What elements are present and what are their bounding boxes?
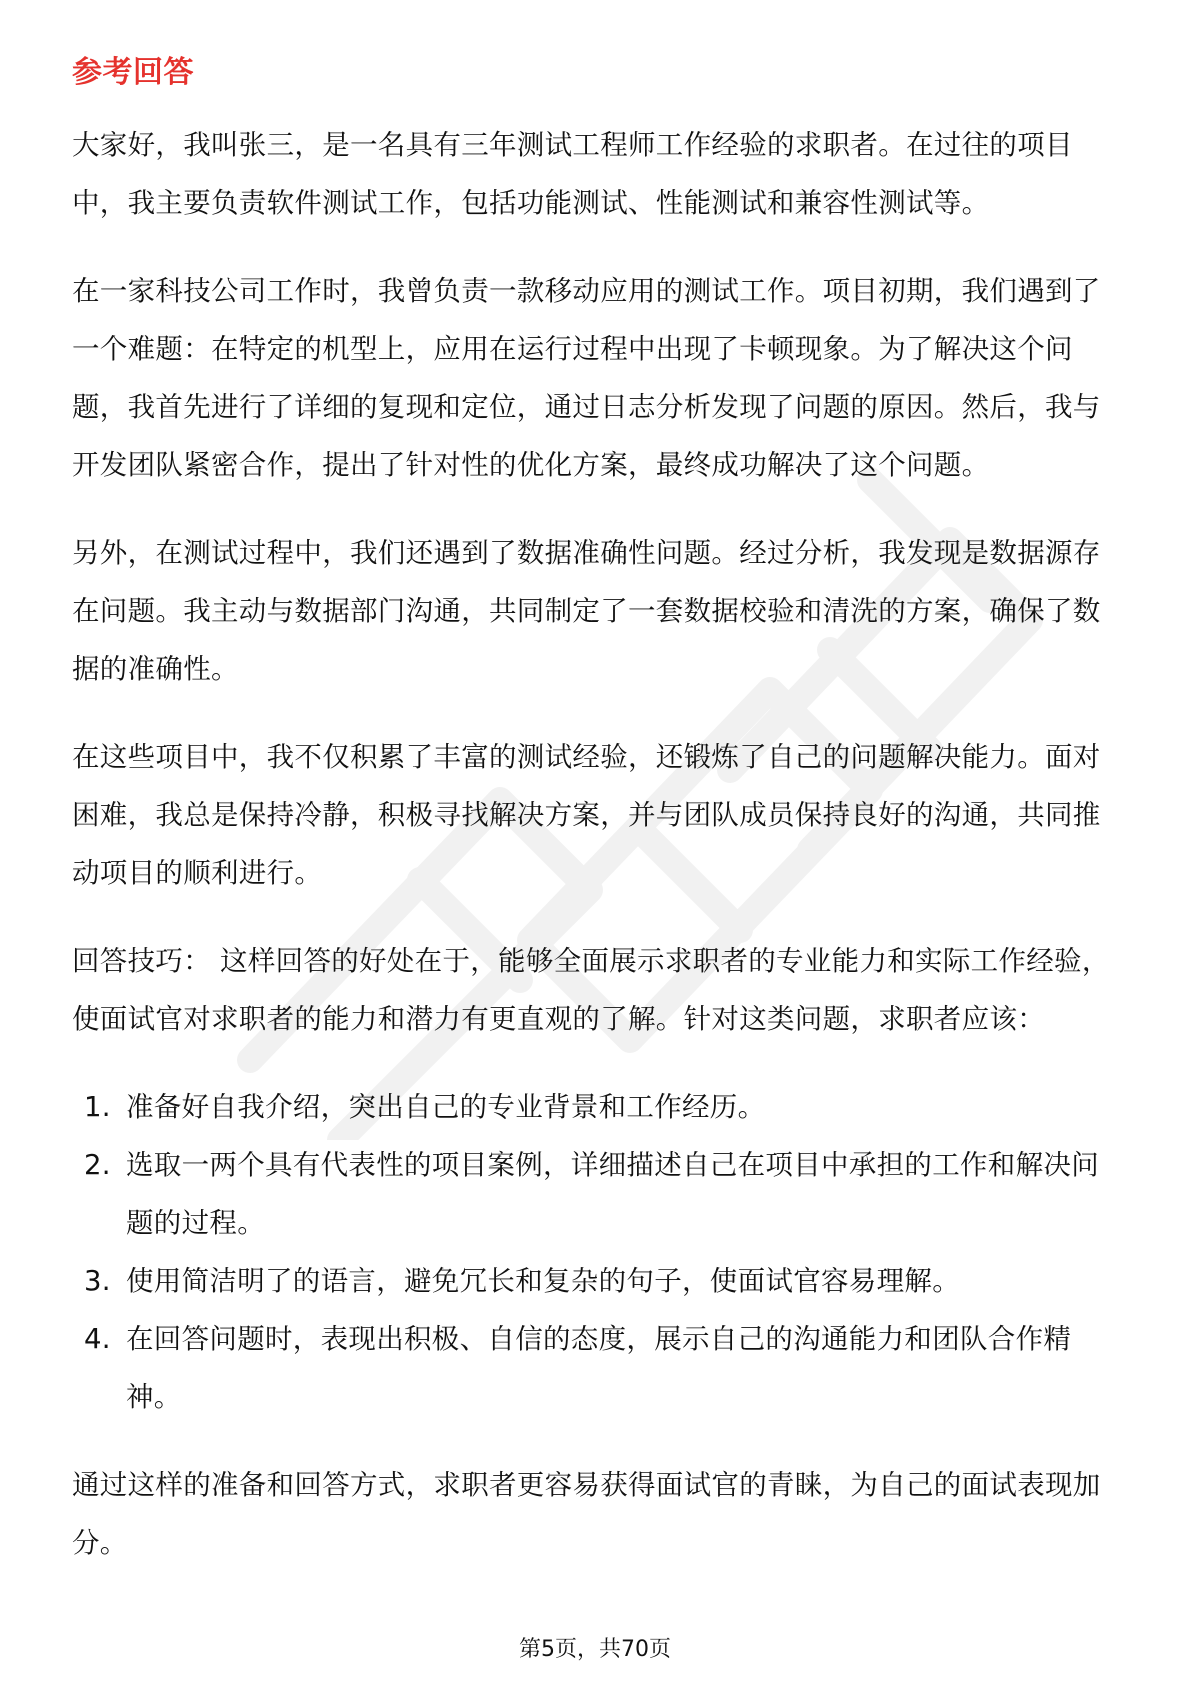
list-number: 3. bbox=[84, 1265, 111, 1297]
list-text: 选取一两个具有代表性的项目案例，详细描述自己在项目中承担的工作和解决问题的过程。 bbox=[126, 1149, 1099, 1239]
list-item bbox=[72, 1310, 1118, 1426]
list-text: 准备好自我介绍，突出自己的专业背景和工作经历。 bbox=[126, 1091, 766, 1123]
paragraph-intro: 大家好，我叫张三，是一名具有三年测试工程师工作经验的求职者。在过往的项目中，我主要负责软件测试工作，包括功能测试、性能测试和兼容性测试等。 bbox=[72, 129, 1073, 219]
paragraph-conclusion: 通过这样的准备和回答方式，求职者更容易获得面试官的青睐，为自己的面试表现加分。 bbox=[72, 1469, 1101, 1559]
tips-list bbox=[72, 1078, 1118, 1426]
list-text: 在回答问题时，表现出积极、自信的态度，展示自己的沟通能力和团队合作精神。 bbox=[126, 1323, 1072, 1413]
paragraph-summary: 在这些项目中，我不仅积累了丰富的测试经验，还锻炼了自己的问题解决能力。面对困难，我总是保持冷静，积极寻找解决方案，并与团队成员保持良好的沟通，共同推动项目的顺利进行。 bbox=[72, 741, 1101, 889]
list-number: 1. bbox=[84, 1091, 111, 1123]
section-heading: 参考回答 bbox=[72, 55, 194, 90]
paragraph-data-issue: 另外，在测试过程中，我们还遇到了数据准确性问题。经过分析，我发现是数据源存在问题。我主动与数据部门沟通，共同制定了一套数据校验和清洗的方案，确保了数据的准确性。 bbox=[72, 537, 1101, 685]
list-number: 2. bbox=[84, 1149, 111, 1181]
list-item bbox=[72, 1078, 1118, 1136]
list-number: 4. bbox=[84, 1323, 111, 1355]
page-number: 第5页，共70页 bbox=[519, 1637, 671, 1662]
document-page bbox=[72, 44, 1118, 1602]
list-item bbox=[72, 1136, 1118, 1252]
list-text: 使用简洁明了的语言，避免冗长和复杂的句子，使面试官容易理解。 bbox=[126, 1265, 960, 1297]
list-item bbox=[72, 1252, 1118, 1310]
paragraph-project-case: 在一家科技公司工作时，我曾负责一款移动应用的测试工作。项目初期，我们遇到了一个难题：在特定的机型上，应用在运行过程中出现了卡顿现象。为了解决这个问题，我首先进行了详细的复现和定位，通过日志分析发现了问题的原因。然后，我与开发团队紧密合作，提出了针对性的优化方案，最终成功解决了这个问题。 bbox=[72, 275, 1101, 481]
tips-intro: 回答技巧： 这样回答的好处在于，能够全面展示求职者的专业能力和实际工作经验，使面试官对求职者的能力和潜力有更直观的了解。针对这类问题，求职者应该： bbox=[72, 945, 1110, 1035]
